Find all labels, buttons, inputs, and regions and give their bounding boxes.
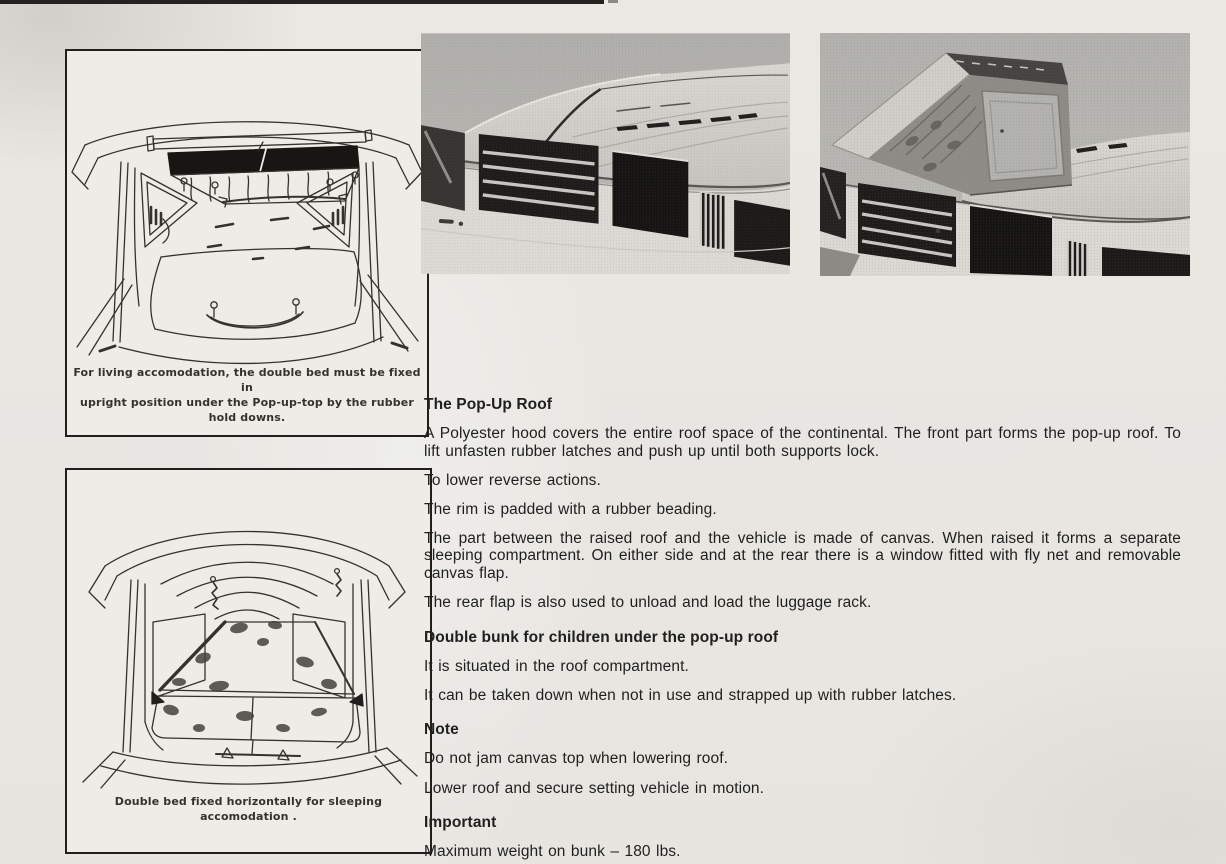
photo-pop-top-closed — [421, 33, 790, 274]
caption-line: Double bed fixed horizontally for sleeping accomodation . — [114, 795, 383, 823]
paragraph: A Polyester hood covers the entire roof space of the continental. The front part forms the pop-up roof. To lift unfasten rubber latches and push up until both supports lock. — [424, 425, 1181, 460]
paragraph: It can be taken down when not in use and strapped up with rubber latches. — [424, 686, 957, 704]
section-heading-important: Important — [424, 814, 497, 832]
section-double-bunk — [424, 629, 1181, 705]
photo-pop-top-closed-image — [421, 33, 790, 274]
caption-line: For living accomodation, the double bed must be fixed in — [73, 366, 421, 394]
paragraph: The rim is padded with a rubber beading. — [424, 500, 717, 518]
photo-pop-top-raised-image — [820, 33, 1190, 276]
section-heading-note: Note — [424, 721, 459, 739]
paragraph: Maximum weight on bunk – 180 lbs. — [424, 843, 681, 861]
section-heading-pop-up-roof: The Pop-Up Roof — [424, 396, 553, 413]
section-note — [424, 721, 1181, 797]
section-heading-double-bunk: Double bunk for children under the pop-up roof — [424, 628, 779, 646]
scan-edge-artifact-small — [608, 0, 618, 3]
figure-bed-upright — [65, 49, 429, 437]
paragraph: Lower roof and secure setting vehicle in motion. — [424, 779, 765, 797]
photo-pop-top-raised — [820, 33, 1190, 276]
caption-line: upright position under the Pop-up-top by the rubber hold downs. — [80, 396, 414, 424]
section-important — [424, 814, 1181, 861]
section-pop-up-roof — [424, 396, 1181, 612]
paragraph: To lower reverse actions. — [424, 471, 601, 489]
paragraph: The rear flap is also used to unload and load the luggage rack. — [424, 594, 872, 612]
paragraph: The part between the raised roof and the vehicle is made of canvas. When raised it forms a separate sleeping compartment. On either side and at the rear there is a window fitted with fly net and removable canvas flap. — [424, 529, 1181, 583]
figure-bed-horizontal — [65, 468, 432, 854]
figure-bed-horizontal-caption — [73, 794, 424, 824]
paragraph: Do not jam canvas top when lowering roof. — [424, 750, 729, 768]
paragraph: It is situated in the roof compartment. — [424, 657, 689, 675]
scan-edge-artifact — [0, 0, 604, 4]
manual-text — [424, 396, 1181, 864]
figure-bed-upright-caption — [73, 365, 421, 425]
